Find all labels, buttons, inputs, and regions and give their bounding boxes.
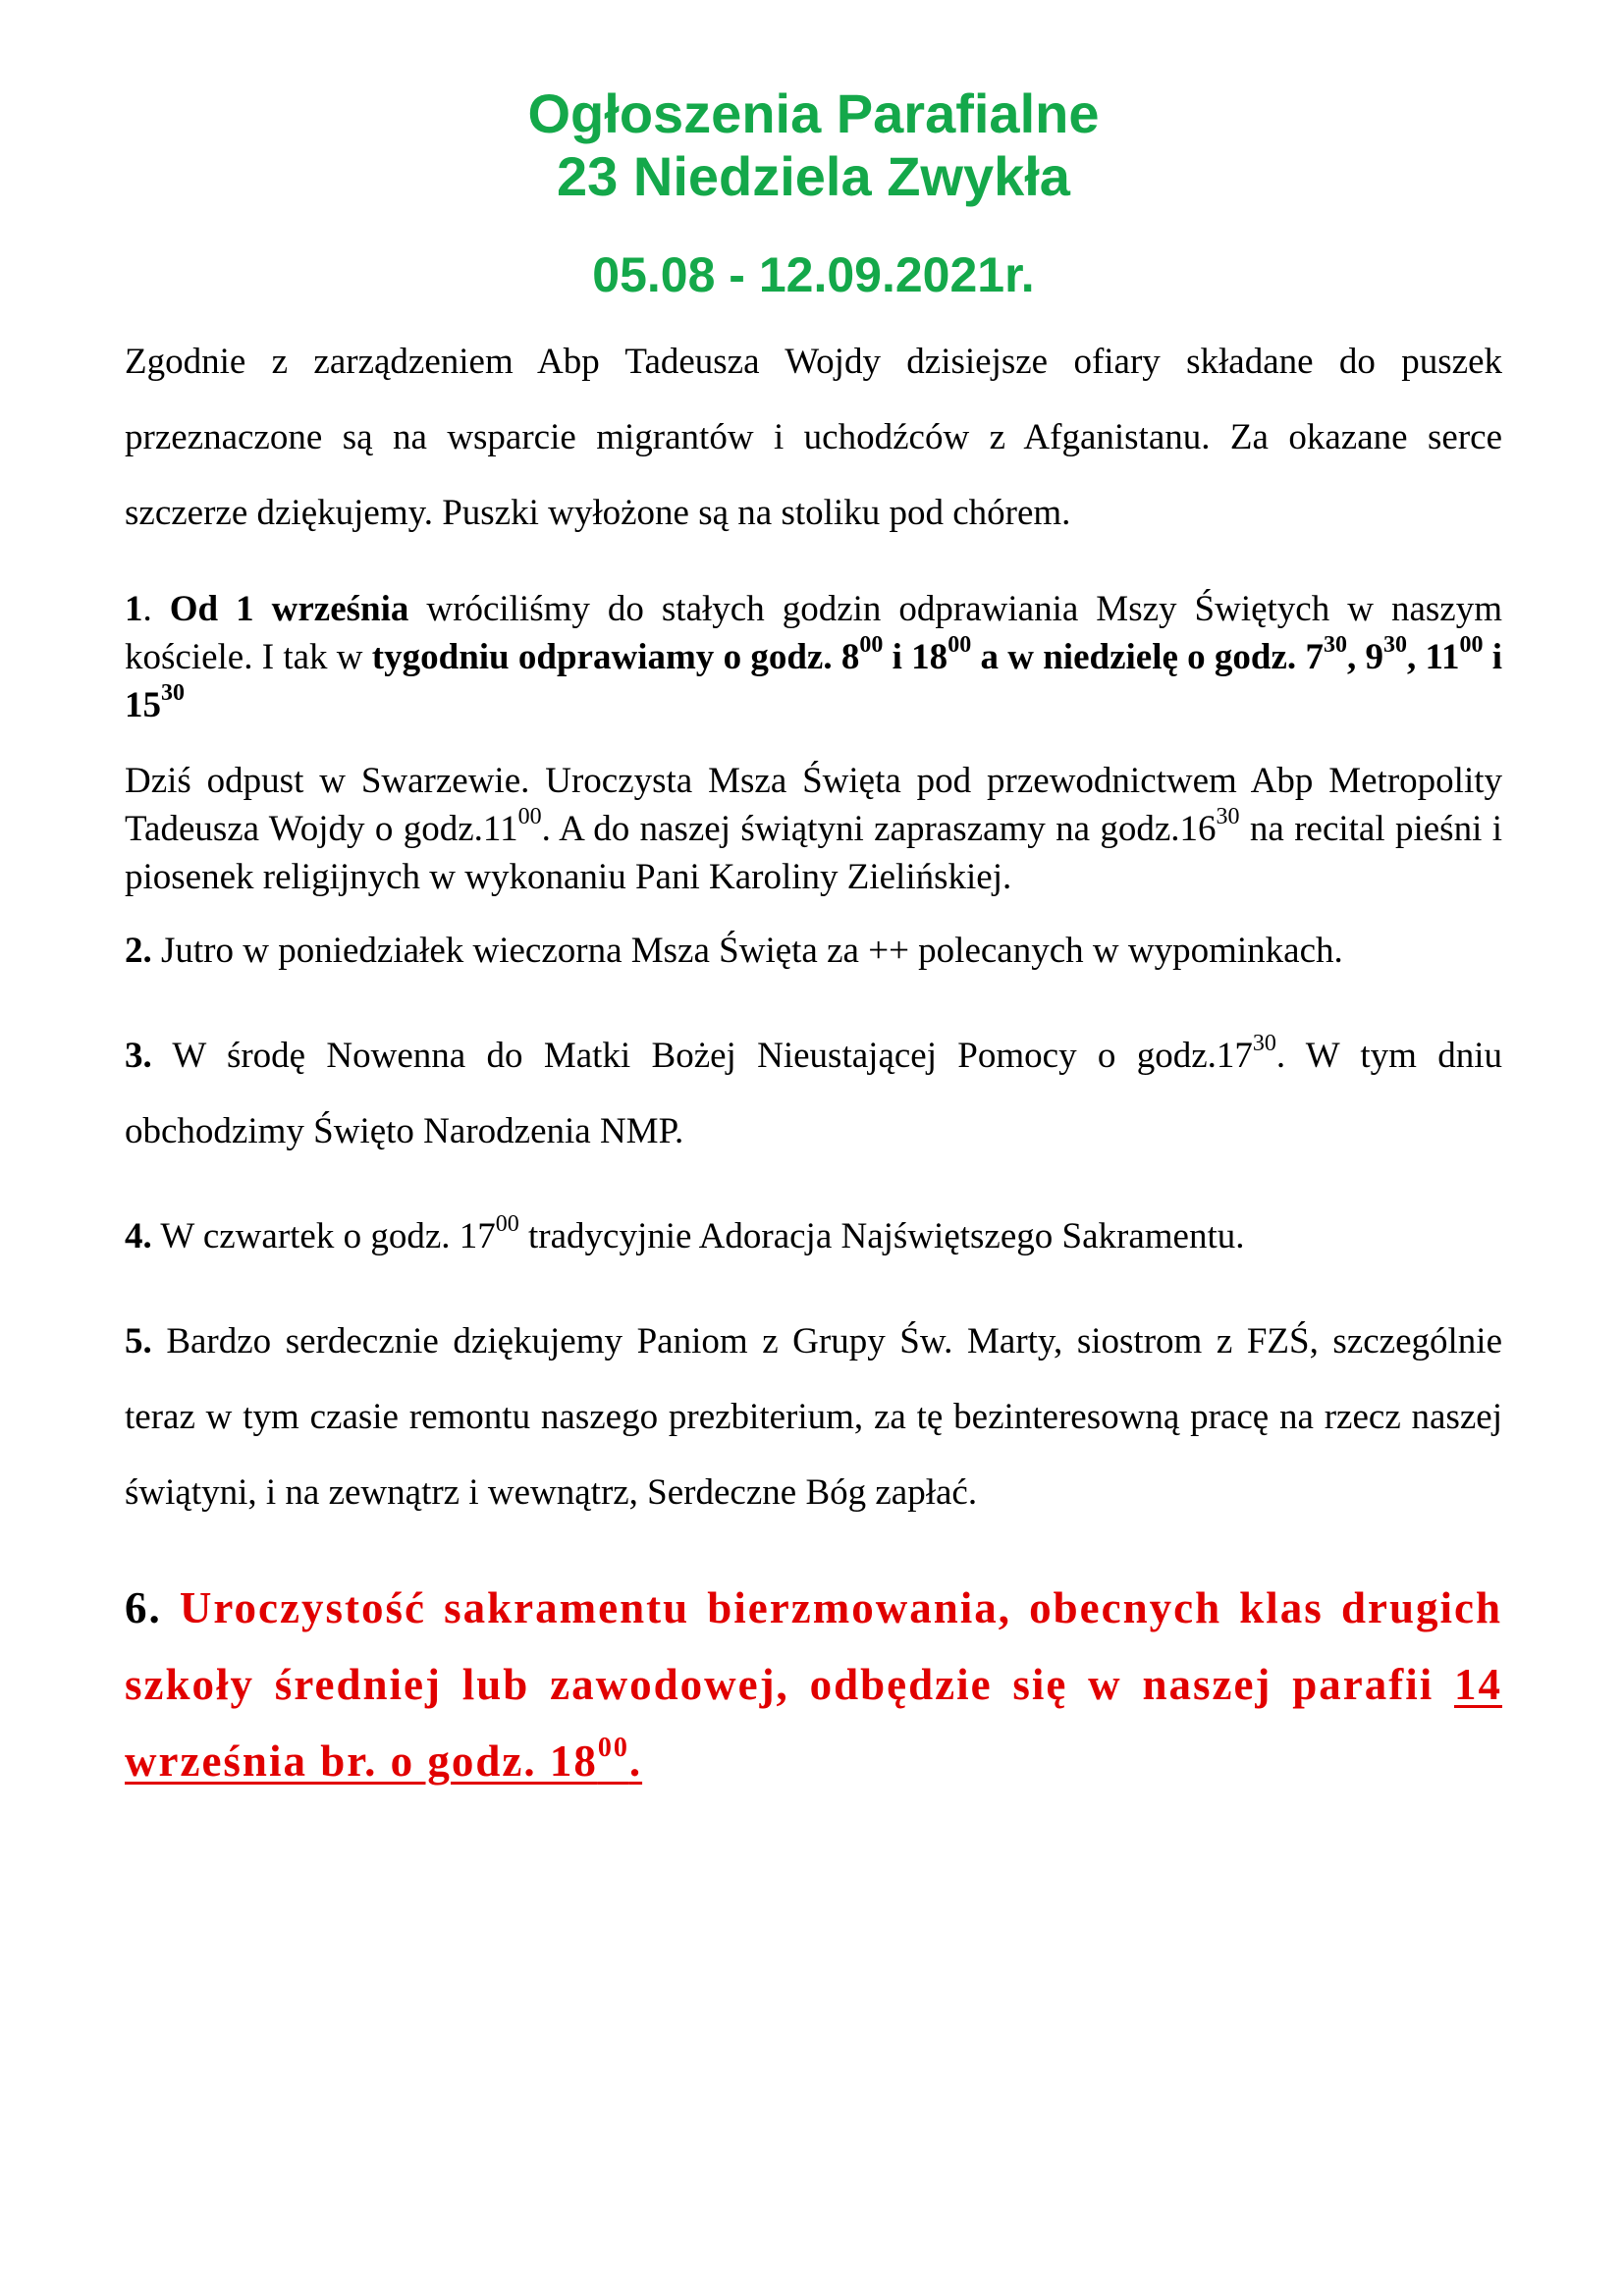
body-text: Dziś odpust w Swarzewie. Uroczysta Msza Święta pod przewodnictwem Abp Metropolity Tadeusza Wojdy o godz.11	[125, 761, 1502, 849]
mass-times-text: i 18	[883, 637, 948, 677]
item-number: 2.	[125, 931, 152, 971]
mass-times-text: , 9	[1346, 637, 1383, 677]
confirmation-date-text: 14 września br. o godz. 18	[125, 1660, 1502, 1786]
announcement-1-continued	[125, 757, 1502, 901]
page-subtitle: 23 Niedziela Zwykła	[557, 145, 1070, 207]
announcement-3	[125, 1018, 1502, 1169]
time-minutes: 00	[947, 631, 972, 658]
announcement-2	[125, 913, 1502, 988]
date-range: 05.08 - 12.09.2021r.	[592, 247, 1035, 302]
announcement-6	[125, 1570, 1502, 1799]
item-number: 4.	[125, 1216, 152, 1256]
time-minutes: 00	[597, 1733, 629, 1763]
mass-times-text: i 15	[125, 637, 1503, 725]
confirmation-notice: Uroczystość sakramentu bierzmowania, obecnych klas drugich szkoły średniej lub zawodowej, odbędzie się w naszej parafii	[125, 1583, 1502, 1709]
body-text: na recital pieśni i piosenek religijnych w wykonaniu Pani Karoliny Zielińskiej.	[125, 809, 1503, 897]
mass-times-text: a w niedzielę o godz. 7	[971, 637, 1324, 677]
confirmation-date-end: .	[628, 1736, 643, 1786]
body-text: W środę Nowenna do Matki Bożej Nieustającej Pomocy o godz.17	[151, 1036, 1253, 1076]
body-text: wróciliśmy do stałych godzin odprawiania Mszy Świętych w naszym kościele. I tak w	[125, 589, 1502, 677]
emphasis-text: Od 1 września	[169, 589, 409, 629]
intro-paragraph: Zgodnie z zarządzeniem Abp Tadeusza Wojdy dzisiejsze ofiary składane do puszek przeznaczone są na wsparcie migrantów i uchodźców z Afganistanu. Za okazane serce szczerze dziękujemy. Puszki wyłożone są na stoliku pod chórem.	[125, 342, 1502, 533]
item-number-dot: .	[142, 589, 152, 629]
item-number: 6.	[125, 1583, 162, 1632]
announcement-1	[125, 585, 1502, 729]
time-minutes: 30	[161, 679, 185, 706]
item-number: 3.	[125, 1036, 152, 1076]
time-minutes: 30	[1216, 803, 1240, 829]
time-minutes: 00	[517, 803, 542, 829]
body-text: Jutro w poniedziałek wieczorna Msza Święta za ++ polecanych w wypominkach.	[151, 931, 1343, 971]
mass-times-text: , 11	[1406, 637, 1460, 677]
body-text: W czwartek o godz. 17	[151, 1216, 496, 1256]
item-number: 1	[125, 589, 143, 629]
body-text: . A do naszej świątyni zapraszamy na godz.16	[541, 809, 1217, 849]
body-text: tradycyjnie Adoracja Najświętszego Sakramentu.	[518, 1216, 1245, 1256]
announcement-4	[125, 1199, 1502, 1274]
time-minutes: 30	[1382, 631, 1407, 658]
time-minutes: 00	[1459, 631, 1484, 658]
time-minutes: 00	[495, 1210, 519, 1237]
mass-times-text: tygodniu odprawiamy o godz. 8	[371, 637, 860, 677]
body-text: Bardzo serdecznie dziękujemy Paniom z Grupy Św. Marty, siostrom z FZŚ, szczególnie teraz w tym czasie remontu naszego prezbiterium, za tę bezinteresowną pracę na rzecz naszej świątyni, i na zewnątrz i wewnątrz, Serdeczne Bóg zapłać.	[125, 1321, 1502, 1513]
time-minutes: 30	[1252, 1030, 1276, 1056]
time-minutes: 00	[859, 631, 884, 658]
time-minutes: 30	[1323, 631, 1347, 658]
announcement-5	[125, 1304, 1502, 1530]
item-number: 5.	[125, 1321, 152, 1362]
body-text: . W tym dniu obchodzimy Święto Narodzenia NMP.	[125, 1036, 1502, 1151]
page-title: Ogłoszenia Parafialne	[527, 82, 1100, 144]
